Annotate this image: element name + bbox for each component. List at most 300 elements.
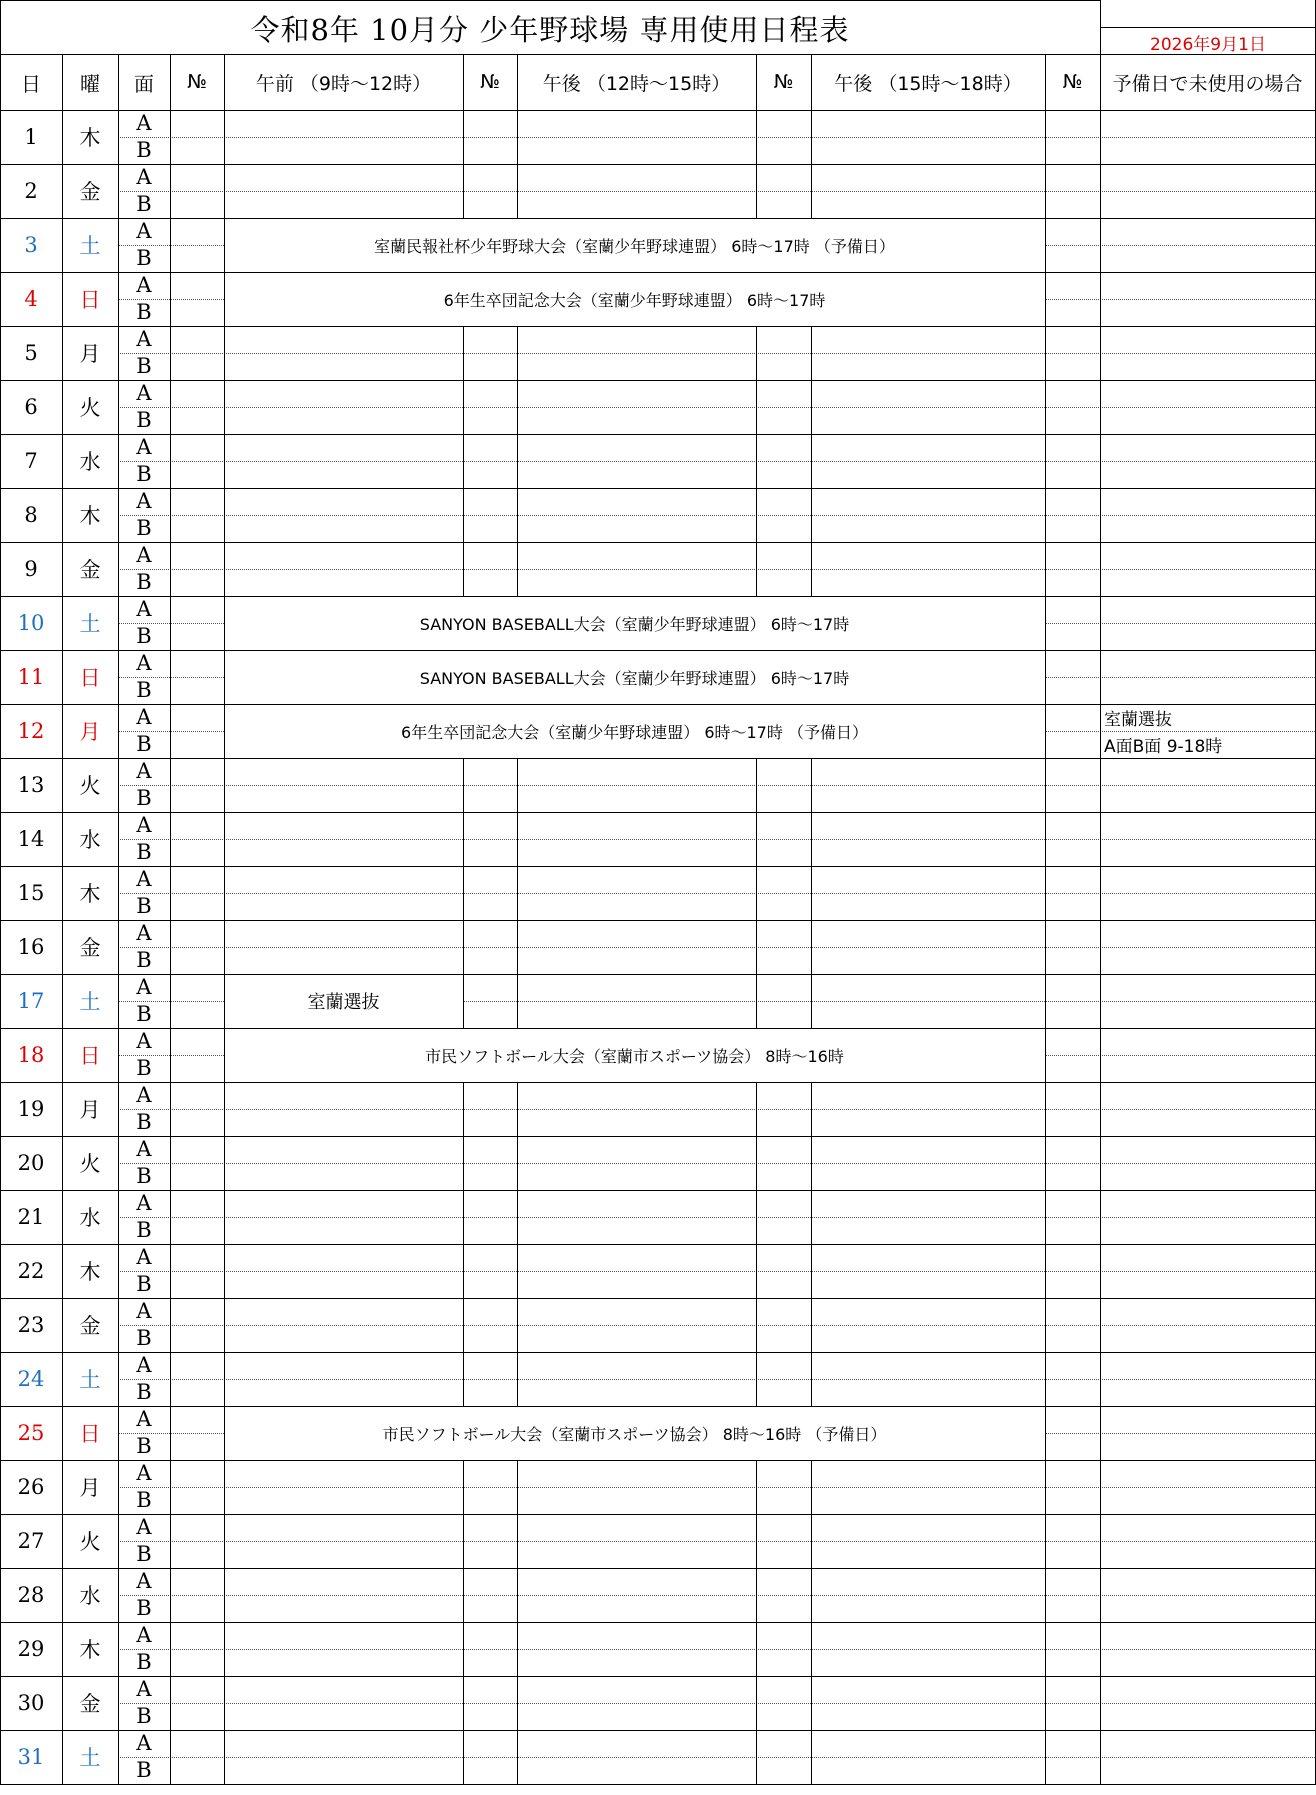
row-divider: [118, 1541, 1315, 1542]
header-column-border: [62, 54, 63, 110]
row-divider: [118, 1325, 1315, 1326]
column-border: [118, 110, 119, 164]
event-entry: SANYON BASEBALL大会（室蘭少年野球連盟） 6時～17時: [419, 614, 850, 634]
day-number: 16: [17, 935, 45, 959]
row-divider: [118, 1109, 1315, 1110]
column-border: [1100, 1028, 1101, 1082]
weekday-label: 土: [79, 612, 101, 636]
column-border: [1100, 110, 1101, 164]
face-b-label: B: [136, 192, 152, 216]
row-divider: [1045, 1055, 1315, 1056]
row-divider: [118, 677, 224, 678]
column-border: [62, 596, 63, 650]
column-border: [170, 1028, 171, 1082]
day-number: 21: [17, 1205, 45, 1229]
day-number: 26: [17, 1475, 45, 1499]
day-number: 5: [24, 341, 38, 365]
header-column-border: [517, 54, 518, 110]
column-border: [1045, 1298, 1046, 1352]
column-border: [118, 1730, 119, 1784]
event-entry: SANYON BASEBALL大会（室蘭少年野球連盟） 6時～17時: [419, 668, 850, 688]
column-border: [756, 1244, 757, 1298]
column-border: [170, 1082, 171, 1136]
column-border: [1100, 1568, 1101, 1622]
row-divider: [118, 1217, 1315, 1218]
column-border: [170, 704, 171, 758]
weekday-label: 月: [79, 1476, 101, 1500]
column-border: [811, 1352, 812, 1406]
day-number: 9: [24, 557, 38, 581]
day-number: 7: [24, 449, 38, 473]
column-border: [62, 650, 63, 704]
weekday-label: 月: [79, 342, 101, 366]
face-a-label: A: [136, 327, 152, 351]
column-border: [1100, 380, 1101, 434]
column-border: [756, 110, 757, 164]
column-border: [170, 1460, 171, 1514]
column-border: [118, 812, 119, 866]
face-a-label: A: [136, 1245, 152, 1269]
column-border: [118, 542, 119, 596]
column-border: [517, 326, 518, 380]
face-b-label: B: [136, 948, 152, 972]
column-border: [1100, 1082, 1101, 1136]
day-number: 17: [17, 989, 45, 1013]
face-a-label: A: [136, 489, 152, 513]
column-border: [62, 110, 63, 164]
column-border: [1045, 488, 1046, 542]
column-border: [62, 1352, 63, 1406]
weekday-label: 金: [79, 1314, 101, 1338]
face-a-label: A: [136, 381, 152, 405]
column-border: [756, 758, 757, 812]
column-border: [118, 704, 119, 758]
header-day: 日: [21, 71, 41, 96]
column-border: [1045, 1082, 1046, 1136]
weekday-label: 日: [79, 1422, 101, 1446]
face-b-label: B: [136, 354, 152, 378]
row-divider: [118, 785, 1315, 786]
column-border: [1100, 1352, 1101, 1406]
column-border: [1100, 1244, 1101, 1298]
face-a-label: A: [136, 813, 152, 837]
column-border: [118, 1406, 119, 1460]
column-border: [118, 1568, 119, 1622]
face-b-label: B: [136, 1488, 152, 1512]
column-border: [1100, 488, 1101, 542]
weekday-label: 木: [79, 1260, 101, 1284]
header-column-border: [1045, 54, 1046, 110]
face-a-label: A: [136, 1191, 152, 1215]
header-weekday: 曜: [80, 71, 100, 96]
column-border: [118, 1244, 119, 1298]
column-border: [1100, 218, 1101, 272]
day-number: 22: [17, 1259, 45, 1283]
column-border: [1045, 326, 1046, 380]
column-border: [517, 1136, 518, 1190]
face-a-label: A: [136, 1461, 152, 1485]
row-divider: [118, 893, 1315, 894]
column-border: [1045, 1406, 1046, 1460]
column-border: [224, 1298, 225, 1352]
day-number: 6: [24, 395, 38, 419]
day-number: 24: [17, 1367, 45, 1391]
column-border: [224, 1676, 225, 1730]
column-border: [62, 704, 63, 758]
column-border: [62, 1676, 63, 1730]
column-border: [224, 866, 225, 920]
column-border: [517, 1568, 518, 1622]
column-border: [118, 326, 119, 380]
weekday-label: 火: [79, 774, 101, 798]
column-border: [756, 866, 757, 920]
column-border: [1100, 1514, 1101, 1568]
column-border: [170, 974, 171, 1028]
face-b-label: B: [136, 1704, 152, 1728]
column-border: [224, 920, 225, 974]
column-border: [756, 1730, 757, 1784]
column-border: [756, 1082, 757, 1136]
header-column-border: [1100, 54, 1101, 110]
face-b-label: B: [136, 1218, 152, 1242]
face-b-label: B: [136, 138, 152, 162]
column-border: [756, 1460, 757, 1514]
weekday-label: 水: [79, 1584, 101, 1608]
column-border: [224, 758, 225, 812]
event-entry: 市民ソフトボール大会（室蘭市スポーツ協会） 8時～16時 （予備日）: [382, 1424, 887, 1444]
event-entry: 6年生卒団記念大会（室蘭少年野球連盟） 6時～17時: [443, 290, 826, 310]
face-a-label: A: [136, 1731, 152, 1755]
column-border: [62, 1298, 63, 1352]
column-border: [1045, 812, 1046, 866]
column-border: [118, 434, 119, 488]
column-border: [811, 1190, 812, 1244]
row-divider: [118, 1271, 1315, 1272]
column-border: [118, 1136, 119, 1190]
row-divider: [118, 1433, 224, 1434]
column-border: [224, 1460, 225, 1514]
row-border: [0, 974, 1316, 975]
column-border: [811, 488, 812, 542]
column-border: [118, 1514, 119, 1568]
column-border: [1100, 1190, 1101, 1244]
column-border: [62, 758, 63, 812]
column-border: [756, 920, 757, 974]
column-border: [1100, 1676, 1101, 1730]
column-border: [62, 218, 63, 272]
row-border: [0, 1352, 1316, 1353]
weekday-label: 火: [79, 1530, 101, 1554]
column-border: [1100, 1298, 1101, 1352]
header-column-border: [463, 54, 464, 110]
column-border: [170, 596, 171, 650]
column-border: [170, 164, 171, 218]
column-border: [1100, 866, 1101, 920]
column-border: [463, 542, 464, 596]
column-border: [118, 164, 119, 218]
row-divider: [1045, 623, 1315, 624]
face-a-label: A: [136, 165, 152, 189]
column-border: [170, 326, 171, 380]
column-border: [1045, 380, 1046, 434]
row-divider: [118, 137, 1315, 138]
column-border: [463, 1514, 464, 1568]
column-border: [463, 1190, 464, 1244]
column-border: [170, 542, 171, 596]
column-border: [811, 1298, 812, 1352]
column-border: [1045, 110, 1046, 164]
column-border: [811, 758, 812, 812]
column-border: [62, 1460, 63, 1514]
column-border: [118, 1028, 119, 1082]
column-border: [811, 1514, 812, 1568]
face-a-label: A: [136, 1353, 152, 1377]
table-left-border: [0, 0, 1, 1784]
column-border: [170, 1676, 171, 1730]
sheet-top-border: [0, 0, 1100, 1]
face-b-label: B: [136, 246, 152, 270]
row-border: [0, 1622, 1316, 1623]
header-column-border: [170, 54, 171, 110]
column-border: [463, 1244, 464, 1298]
column-border: [1045, 704, 1046, 758]
column-border: [170, 488, 171, 542]
column-border: [1045, 1730, 1046, 1784]
column-border: [1045, 920, 1046, 974]
column-border: [118, 1676, 119, 1730]
day-number: 25: [17, 1421, 45, 1445]
column-border: [1045, 596, 1046, 650]
column-border: [62, 1082, 63, 1136]
row-divider: [463, 1001, 1315, 1002]
weekday-label: 金: [79, 558, 101, 582]
weekday-label: 土: [79, 234, 101, 258]
column-border: [811, 812, 812, 866]
column-border: [756, 542, 757, 596]
column-border: [1045, 866, 1046, 920]
face-a-label: A: [136, 543, 152, 567]
column-border: [517, 758, 518, 812]
day-number: 28: [17, 1583, 45, 1607]
column-border: [517, 1460, 518, 1514]
face-a-label: A: [136, 273, 152, 297]
column-border: [1100, 758, 1101, 812]
row-divider: [118, 623, 224, 624]
reserve-note-b: A面B面 9-18時: [1104, 737, 1223, 757]
column-border: [62, 1568, 63, 1622]
header-no-3: №: [773, 71, 794, 93]
day-number: 2: [24, 179, 38, 203]
day-number: 10: [17, 611, 45, 635]
column-border: [224, 380, 225, 434]
column-border: [1100, 920, 1101, 974]
column-border: [463, 110, 464, 164]
column-border: [1045, 1514, 1046, 1568]
column-border: [224, 1730, 225, 1784]
row-divider: [118, 245, 224, 246]
column-border: [118, 1352, 119, 1406]
column-border: [62, 1514, 63, 1568]
reserve-note-a: 室蘭選抜: [1104, 710, 1172, 730]
face-a-label: A: [136, 597, 152, 621]
face-b-label: B: [136, 1164, 152, 1188]
column-border: [62, 1028, 63, 1082]
face-a-label: A: [136, 1083, 152, 1107]
column-border: [756, 380, 757, 434]
column-border: [224, 434, 225, 488]
column-border: [517, 1190, 518, 1244]
row-divider: [118, 1163, 1315, 1164]
column-border: [224, 488, 225, 542]
column-border: [224, 1622, 225, 1676]
column-border: [517, 1244, 518, 1298]
face-b-label: B: [136, 840, 152, 864]
column-border: [224, 1352, 225, 1406]
day-number: 3: [24, 233, 38, 257]
column-border: [1100, 164, 1101, 218]
column-border: [463, 1082, 464, 1136]
row-border: [0, 1514, 1316, 1515]
column-border: [62, 380, 63, 434]
day-number: 8: [24, 503, 38, 527]
column-border: [463, 1352, 464, 1406]
column-border: [463, 488, 464, 542]
day-number: 23: [17, 1313, 45, 1337]
column-border: [517, 812, 518, 866]
event-entry: 室蘭民報社杯少年野球大会（室蘭少年野球連盟） 6時～17時 （予備日）: [374, 236, 895, 256]
face-b-label: B: [136, 1326, 152, 1350]
column-border: [1100, 974, 1101, 1028]
face-b-label: B: [136, 1272, 152, 1296]
column-border: [170, 110, 171, 164]
table-top-border: [0, 54, 1316, 55]
face-b-label: B: [136, 462, 152, 486]
column-border: [118, 920, 119, 974]
column-border: [517, 974, 518, 1028]
row-divider: [118, 407, 1315, 408]
column-border: [118, 1082, 119, 1136]
face-b-label: B: [136, 894, 152, 918]
row-divider: [118, 515, 1315, 516]
face-b-label: B: [136, 786, 152, 810]
event-entry: 6年生卒団記念大会（室蘭少年野球連盟） 6時～17時 （予備日）: [401, 722, 868, 742]
column-border: [1045, 1352, 1046, 1406]
row-divider: [118, 1487, 1315, 1488]
column-border: [118, 272, 119, 326]
column-border: [517, 1352, 518, 1406]
column-border: [463, 1676, 464, 1730]
column-border: [756, 974, 757, 1028]
column-border: [811, 1082, 812, 1136]
row-divider: [118, 731, 224, 732]
column-border: [170, 1514, 171, 1568]
row-divider: [1045, 299, 1315, 300]
row-divider: [1045, 1433, 1315, 1434]
row-border: [0, 380, 1316, 381]
weekday-label: 木: [79, 1638, 101, 1662]
face-a-label: A: [136, 1299, 152, 1323]
day-number: 13: [17, 773, 45, 797]
face-b-label: B: [136, 1650, 152, 1674]
column-border: [517, 1082, 518, 1136]
column-border: [463, 1730, 464, 1784]
column-border: [1045, 1136, 1046, 1190]
column-border: [62, 1136, 63, 1190]
face-a-label: A: [136, 1515, 152, 1539]
column-border: [463, 920, 464, 974]
weekday-label: 日: [79, 1044, 101, 1068]
column-border: [170, 1622, 171, 1676]
column-border: [118, 974, 119, 1028]
face-a-label: A: [136, 219, 152, 243]
column-border: [170, 650, 171, 704]
header-face: 面: [134, 71, 154, 96]
column-border: [1100, 326, 1101, 380]
column-border: [756, 488, 757, 542]
column-border: [811, 974, 812, 1028]
row-divider: [118, 461, 1315, 462]
column-border: [811, 326, 812, 380]
row-divider: [118, 1001, 224, 1002]
day-number: 27: [17, 1529, 45, 1553]
column-border: [811, 1676, 812, 1730]
face-a-label: A: [136, 1029, 152, 1053]
face-b-label: B: [136, 408, 152, 432]
column-border: [62, 812, 63, 866]
column-border: [517, 164, 518, 218]
column-border: [756, 164, 757, 218]
face-a-label: A: [136, 867, 152, 891]
column-border: [517, 542, 518, 596]
column-border: [517, 1730, 518, 1784]
column-border: [170, 1190, 171, 1244]
column-border: [1100, 650, 1101, 704]
face-b-label: B: [136, 300, 152, 324]
column-border: [62, 488, 63, 542]
column-border: [1045, 1460, 1046, 1514]
weekday-label: 水: [79, 1206, 101, 1230]
day-number: 31: [17, 1745, 45, 1769]
weekday-label: 土: [79, 1746, 101, 1770]
weekday-label: 水: [79, 828, 101, 852]
column-border: [118, 488, 119, 542]
column-border: [62, 434, 63, 488]
issued-date: 2026年9月1日: [1150, 34, 1266, 55]
column-border: [1045, 1568, 1046, 1622]
column-border: [62, 542, 63, 596]
row-divider: [118, 1757, 1315, 1758]
face-a-label: A: [136, 975, 152, 999]
column-border: [756, 1514, 757, 1568]
column-border: [517, 1676, 518, 1730]
column-border: [62, 1622, 63, 1676]
day-number: 15: [17, 881, 45, 905]
column-border: [170, 380, 171, 434]
column-border: [517, 866, 518, 920]
face-b-label: B: [136, 624, 152, 648]
column-border: [170, 1244, 171, 1298]
column-border: [811, 164, 812, 218]
column-border: [756, 1622, 757, 1676]
face-b-label: B: [136, 1596, 152, 1620]
column-border: [118, 380, 119, 434]
weekday-label: 木: [79, 504, 101, 528]
column-border: [1045, 218, 1046, 272]
column-border: [463, 1568, 464, 1622]
column-border: [517, 1514, 518, 1568]
weekday-label: 月: [79, 720, 101, 744]
header-column-border: [756, 54, 757, 110]
